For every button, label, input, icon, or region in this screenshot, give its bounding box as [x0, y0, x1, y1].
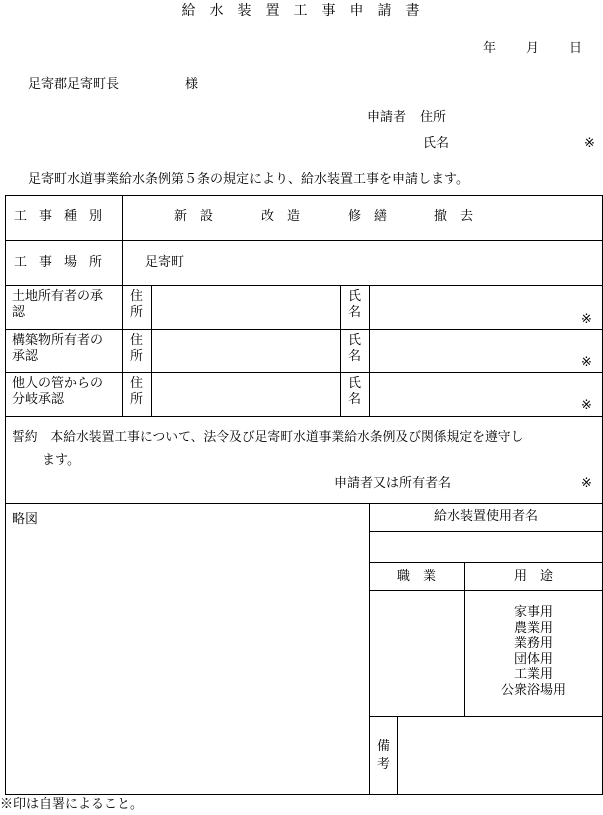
remarks-field[interactable] [398, 717, 602, 793]
applicant-label: 申請者 [367, 110, 407, 125]
structure-owner-address-label: 住 所 [130, 333, 144, 364]
pledge-signer-label[interactable]: 申請者又は所有者名 [334, 476, 452, 491]
structure-owner-signature-mark: ※ [581, 355, 592, 370]
application-statement: 足寄町水道事業給水条例第５条の規定により、給水装置工事を申請します。 [28, 172, 469, 187]
table-border-top [5, 195, 603, 196]
date-day: 日 [569, 41, 583, 56]
structure-owner-name-field[interactable] [370, 330, 602, 371]
table-border-bottom [5, 794, 603, 795]
branch-name-field[interactable] [370, 373, 602, 415]
occupation-field[interactable] [370, 591, 463, 715]
addressee-honorific: 様 [185, 77, 199, 92]
remarks-label: 備 考 [377, 739, 391, 772]
consent-divider [340, 285, 341, 416]
work-type-removal[interactable]: 撤 去 [434, 209, 474, 224]
date-month: 月 [526, 41, 540, 56]
occupation-label: 職 業 [396, 569, 436, 584]
addressee-name: 足寄郡足寄町長 [28, 77, 120, 92]
applicant-address[interactable] [367, 110, 446, 127]
pledge-signature-mark: ※ [581, 476, 592, 491]
date-year: 年 [483, 41, 497, 56]
branch-name-label: 氏 名 [348, 376, 362, 407]
work-type-remodel[interactable]: 改 造 [261, 209, 301, 224]
row-divider [5, 240, 603, 241]
structure-owner-address-field[interactable] [152, 330, 339, 371]
land-owner-consent-label: 土地所有者の承 認 [12, 289, 104, 320]
footnote: ※印は自署によること。 [0, 797, 144, 812]
usage-options [464, 605, 603, 698]
form-title: 給 水 装 置 工 事 申 請 書 [181, 3, 422, 19]
user-row-divider [369, 562, 603, 563]
applicant-address-label: 住所 [420, 110, 447, 125]
usage-option-household[interactable]: 家事用 [513, 605, 553, 620]
sketch-area[interactable] [6, 504, 368, 793]
structure-owner-name-label: 氏 名 [348, 333, 362, 364]
work-type-label: 工 事 種 別 [14, 209, 103, 224]
land-owner-name-field[interactable] [370, 286, 602, 328]
work-type-new[interactable]: 新 設 [174, 209, 214, 224]
branch-address-label: 住 所 [130, 376, 144, 407]
row-divider [5, 416, 603, 417]
land-owner-signature-mark: ※ [581, 312, 592, 327]
land-owner-address-label: 住 所 [130, 289, 144, 320]
usage-option-agriculture[interactable]: 農業用 [513, 620, 553, 636]
usage-option-business[interactable]: 業務用 [513, 636, 553, 651]
applicant-signature-mark: ※ [584, 136, 595, 151]
applicant-name-label[interactable]: 氏名 [423, 136, 450, 151]
branch-signature-mark: ※ [581, 398, 592, 413]
land-owner-name-label: 氏 名 [348, 289, 362, 320]
usage-option-industrial[interactable]: 工業用 [513, 667, 553, 682]
addressee [28, 77, 198, 94]
date-line[interactable] [483, 41, 582, 58]
usage-label: 用 途 [513, 569, 553, 584]
work-type-repair[interactable]: 修 繕 [348, 209, 388, 224]
pledge-text-line2: ます。 [42, 453, 80, 468]
pledge-text-line1: 誓約 本給水装置工事について、法令及び足寄町水道事業給水条例及び関係規定を遵守し [12, 430, 524, 445]
usage-option-public-bath[interactable]: 公衆浴場用 [500, 682, 566, 698]
work-place-value[interactable]: 足寄町 [145, 255, 185, 270]
branch-address-field[interactable] [152, 373, 339, 415]
branch-consent-label: 他人の管からの 分岐承認 [12, 376, 104, 407]
usage-option-organization[interactable]: 団体用 [513, 651, 553, 667]
structure-owner-consent-label: 構築物所有者の 承認 [12, 333, 104, 364]
land-owner-address-field[interactable] [152, 286, 339, 328]
work-place-label: 工 事 場 所 [14, 255, 103, 270]
user-name-field[interactable] [370, 532, 602, 561]
sketch-label: 略図 [12, 512, 39, 527]
label-column-divider [122, 195, 123, 416]
user-name-label: 給水装置使用者名 [433, 509, 538, 524]
